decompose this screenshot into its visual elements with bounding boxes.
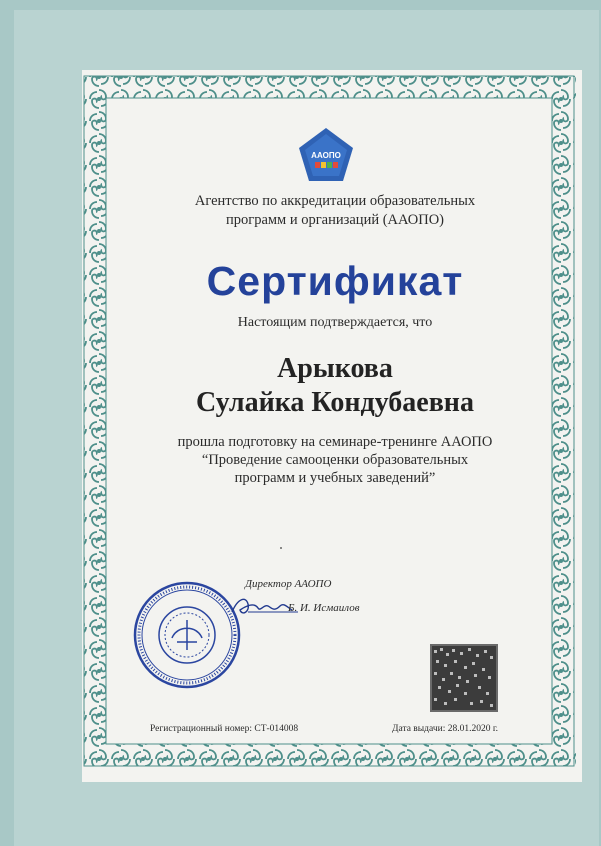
recipient-name bbox=[110, 352, 560, 420]
director-title: Директор ААОПО bbox=[245, 578, 332, 590]
qr-code-icon bbox=[430, 644, 498, 712]
certificate-content bbox=[110, 100, 560, 740]
paper-speck bbox=[280, 547, 282, 549]
course-description bbox=[110, 433, 560, 487]
certificate-title: Сертификат bbox=[206, 258, 464, 304]
course-line-3: программ и учебных заведений” bbox=[234, 470, 436, 486]
pentagon-logo-icon bbox=[296, 126, 356, 186]
course-line-2: “Проведение самооценки образовательных bbox=[201, 452, 469, 468]
director-name: Б. И. Исмаилов bbox=[288, 602, 360, 614]
course-line-1: прошла подготовку на семинаре-тренинге ААОПО bbox=[177, 434, 493, 450]
recipient-surname: Арыкова bbox=[277, 353, 393, 384]
official-seal-icon bbox=[132, 580, 242, 690]
recipient-given-names: Сулайка Кондубаевна bbox=[196, 387, 474, 418]
logo-text: ААОПО bbox=[311, 151, 341, 160]
confirm-text: Настоящим подтверждается, что bbox=[237, 315, 433, 330]
agency-name bbox=[110, 192, 560, 230]
agency-line-1: Агентство по аккредитации образовательных bbox=[194, 193, 476, 209]
issue-date: Дата выдачи: 28.01.2020 г. bbox=[392, 724, 499, 734]
registration-number: Регистрационный номер: СТ-014008 bbox=[150, 724, 299, 734]
agency-line-2: программ и организаций (ААОПО) bbox=[225, 212, 445, 228]
